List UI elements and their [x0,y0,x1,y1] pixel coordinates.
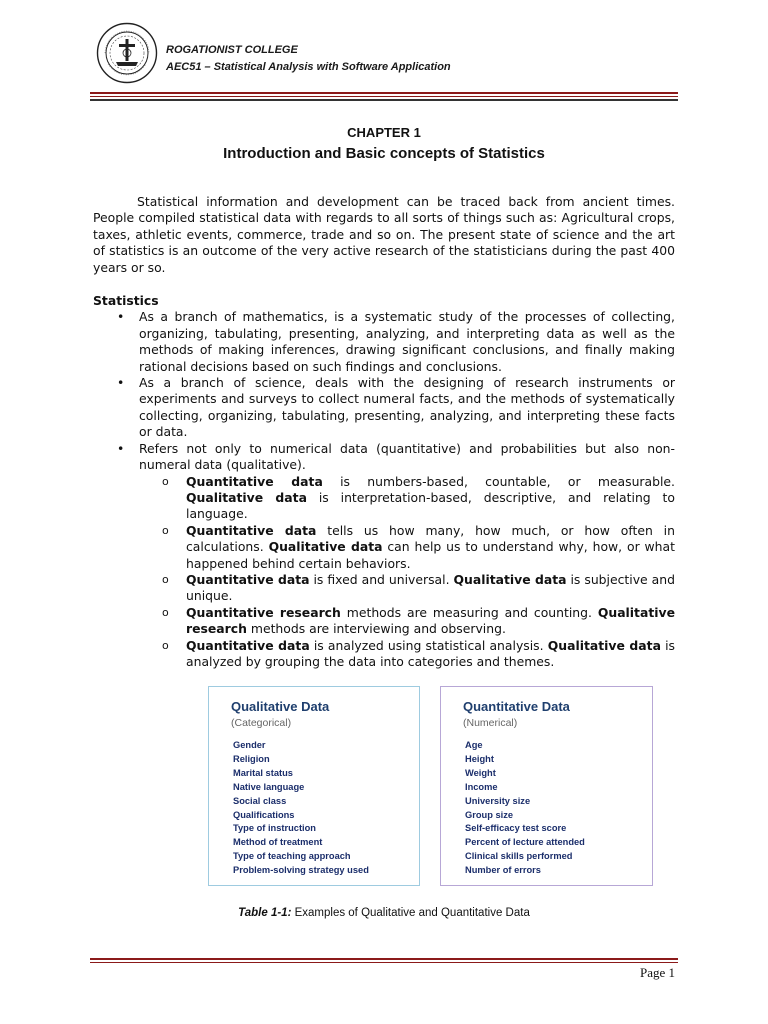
chapter-label: CHAPTER 1 [347,125,421,140]
qualitative-list [233,739,369,878]
sub-bullet-item: o Quantitative data is numbers-based, countable, or measurable. Qualitative data is interpretation-based, descriptive, and relating to language. [186,474,675,523]
list-item: Native language [233,781,305,792]
list-item: Number of errors [465,865,541,876]
table-caption-label: Table 1-1: [238,907,292,919]
qualitative-title: Qualitative Data [231,699,330,714]
sub-bullet-item: o Quantitative data is fixed and universal. Qualitative data is subjective and unique. [186,572,675,605]
header-rule [90,92,678,101]
intro-paragraph: Statistical information and development can be traced back from ancient times. People compiled statistical data with regards to all sorts of things such as: Agricultural crops, taxes, athletic events, commerce, trade and so on. The present state of science and the art of statistics is an outcome of the very active research of the statisticians during the past 400 years or so. [93,194,675,275]
list-item: Self-efficacy test score [465,823,567,834]
bullet-item: • As a branch of science, deals with the designing of research instruments or experiments and surveys to collect numeral facts, and the methods of systematically collecting, organizing, tabulating, presenting, analyzing, and interpreting these facts or data. [139,375,675,441]
chapter-title: Introduction and Basic concepts of Statistics [223,145,545,162]
institution-name: ROGATIONIST COLLEGE [166,44,298,56]
page-number: Page 1 [639,965,675,980]
main-content [93,194,675,670]
sub-bullet-list [139,474,675,671]
qualitative-subtitle: (Categorical) [231,717,292,729]
list-item: Problem-solving strategy used [233,865,369,876]
list-item: Marital status [233,767,293,778]
list-item: Religion [233,753,270,764]
qualitative-data-box [208,686,420,886]
list-item: Weight [465,767,496,778]
footer-rule [90,958,678,963]
table-caption [0,907,768,919]
list-item: University size [465,795,531,806]
list-item: Gender [233,740,266,750]
bullet-item-text: Refers not only to numerical data (quantitative) and probabilities but also non-numeral data (qualitative). [139,440,675,473]
statistics-bullet-list [93,309,675,670]
quantitative-title: Quantitative Data [463,699,570,714]
list-item: Group size [465,809,514,820]
section-heading-statistics: Statistics [93,293,159,309]
list-item: Percent of lecture attended [465,837,585,848]
sub-bullet-item: o Quantitative data is analyzed using statistical analysis. Qualitative data is analyzed by grouping the data into categories and themes. [186,638,675,671]
list-item: Qualifications [233,809,295,820]
quantitative-subtitle: (Numerical) [463,717,518,729]
quantitative-data-box [440,686,653,886]
list-item: Type of teaching approach [233,851,351,862]
bullet-item [139,441,675,671]
list-item: Height [465,753,494,764]
list-item: Income [465,781,498,792]
list-item: Age [465,740,483,750]
bullet-item: • As a branch of mathematics, is a systematic study of the processes of collecting, organizing, tabulating, presenting, analyzing, and interpreting data as well as the methods of making inferences, drawing significant conclusions, and finally making rational decisions based on such findings and conclusions. [139,309,675,375]
table-caption-text: Examples of Qualitative and Quantitative Data [291,907,530,919]
quantitative-list [465,739,585,878]
list-item: Type of instruction [233,823,316,834]
page-header [96,22,680,92]
sub-bullet-item: o Quantitative research methods are measuring and counting. Qualitative research methods are interviewing and observing. [186,605,675,638]
course-title: AEC51 – Statistical Analysis with Software Application [166,61,451,73]
list-item: Method of treatment [233,837,323,848]
college-seal-logo [96,22,158,84]
list-item: Social class [233,795,287,806]
sub-bullet-item: o Quantitative data tells us how many, how much, or how often in calculations. Qualitative data can help us to understand why, how, or what happened behind certain behaviors. [186,523,675,572]
list-item: Clinical skills performed [465,851,573,862]
